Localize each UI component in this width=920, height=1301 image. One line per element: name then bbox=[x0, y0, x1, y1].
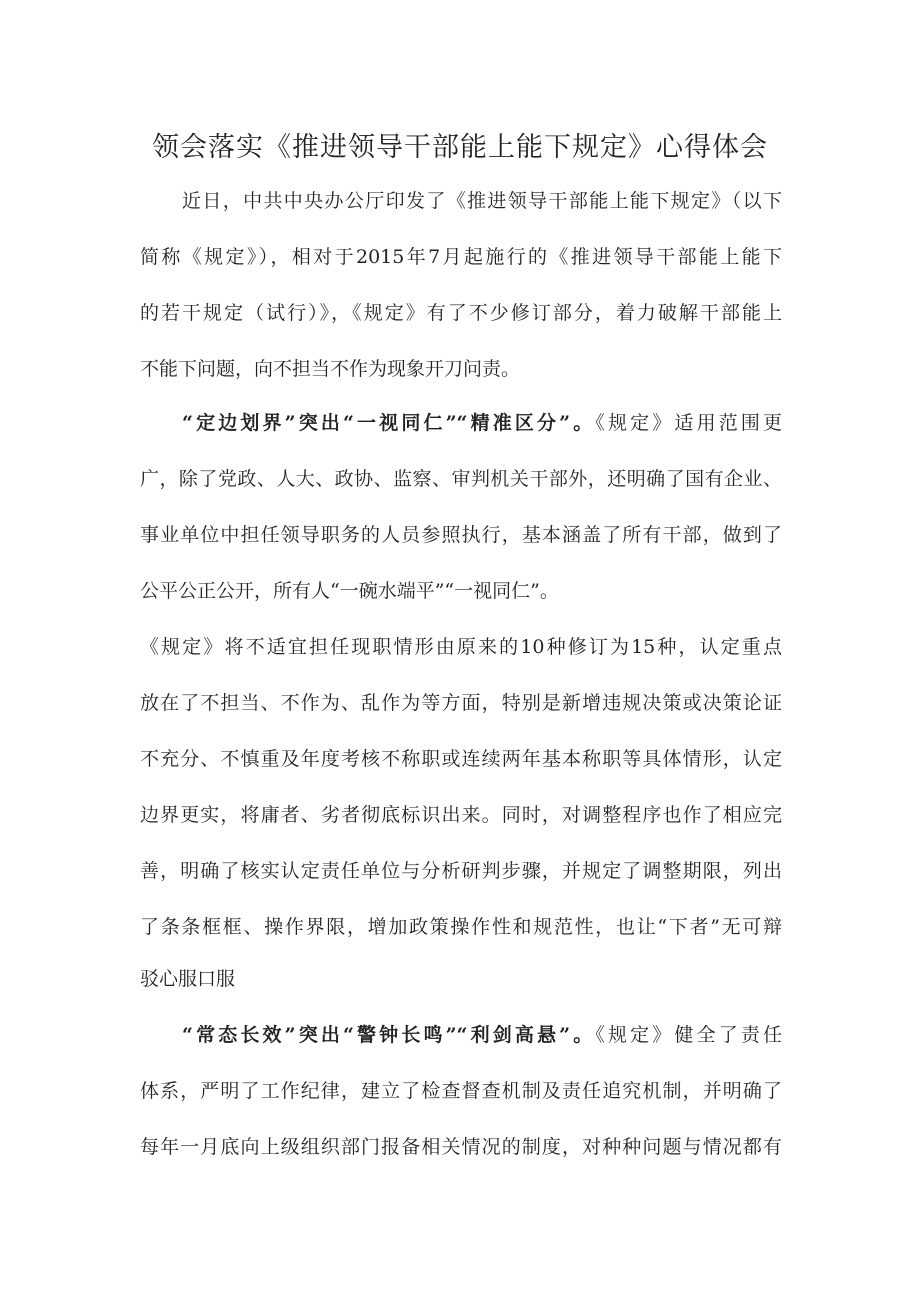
text-line bbox=[182, 1015, 782, 1055]
text-line: 的若干规定（试行）》，《规定》有了不少修订部分，着力破解干部能上 bbox=[140, 302, 782, 324]
text-line: 不能下问题，向不担当不作为现象开刀问责。 bbox=[140, 358, 521, 380]
paragraph-lead: “常态长效”突出“警钟长鸣”“利剑高悬”。 bbox=[182, 1024, 596, 1046]
text-line: 不充分、不慎重及年度考核不称职或连续两年基本称职等具体情形，认定 bbox=[140, 748, 782, 770]
text-line: 事业单位中担任领导职务的人员参照执行，基本涵盖了所有干部，做到了 bbox=[140, 524, 782, 546]
text-span: 《规定》适用范围更 bbox=[595, 412, 782, 434]
paragraph-lead: “定边划界”突出“一视同仁”“精准区分”。 bbox=[182, 412, 596, 434]
text-line: 近日，中共中央办公厅印发了《推进领导干部能上能下规定》（以下 bbox=[182, 190, 782, 212]
text-line: 简称《规定》），相对于2015年7月起施行的《推进领导干部能上能下 bbox=[140, 246, 782, 268]
text-line: 体系，严明了工作纪律，建立了检查督查机制及责任追究机制，并明确了 bbox=[140, 1080, 782, 1102]
text-line: 了条条框框、操作界限，增加政策操作性和规范性，也让“下者”无可辩 bbox=[140, 916, 782, 938]
document-title: 领会落实《推进领导干部能上能下规定》心得体会 bbox=[152, 132, 768, 163]
text-line: 每年一月底向上级组织部门报备相关情况的制度，对种种问题与情况都有 bbox=[140, 1136, 782, 1158]
text-line: 边界更实，将庸者、劣者彻底标识出来。同时，对调整程序也作了相应完 bbox=[140, 804, 782, 826]
text-line: 公平公正公开，所有人“一碗水端平”“一视同仁”。 bbox=[140, 580, 559, 602]
text-span: 《规定》健全了责任 bbox=[595, 1024, 782, 1046]
text-line: 广，除了党政、人大、政协、监察、审判机关干部外，还明确了国有企业、 bbox=[140, 468, 782, 490]
text-line bbox=[182, 403, 782, 443]
text-line: 《规定》将不适宜担任现职情形由原来的10种修订为15种，认定重点 bbox=[140, 636, 782, 658]
text-line: 善，明确了核实认定责任单位与分析研判步骤，并规定了调整期限，列出 bbox=[140, 860, 782, 882]
text-line: 驳心服口服 bbox=[140, 968, 236, 990]
text-line: 放在了不担当、不作为、乱作为等方面，特别是新增违规决策或决策论证 bbox=[140, 692, 782, 714]
